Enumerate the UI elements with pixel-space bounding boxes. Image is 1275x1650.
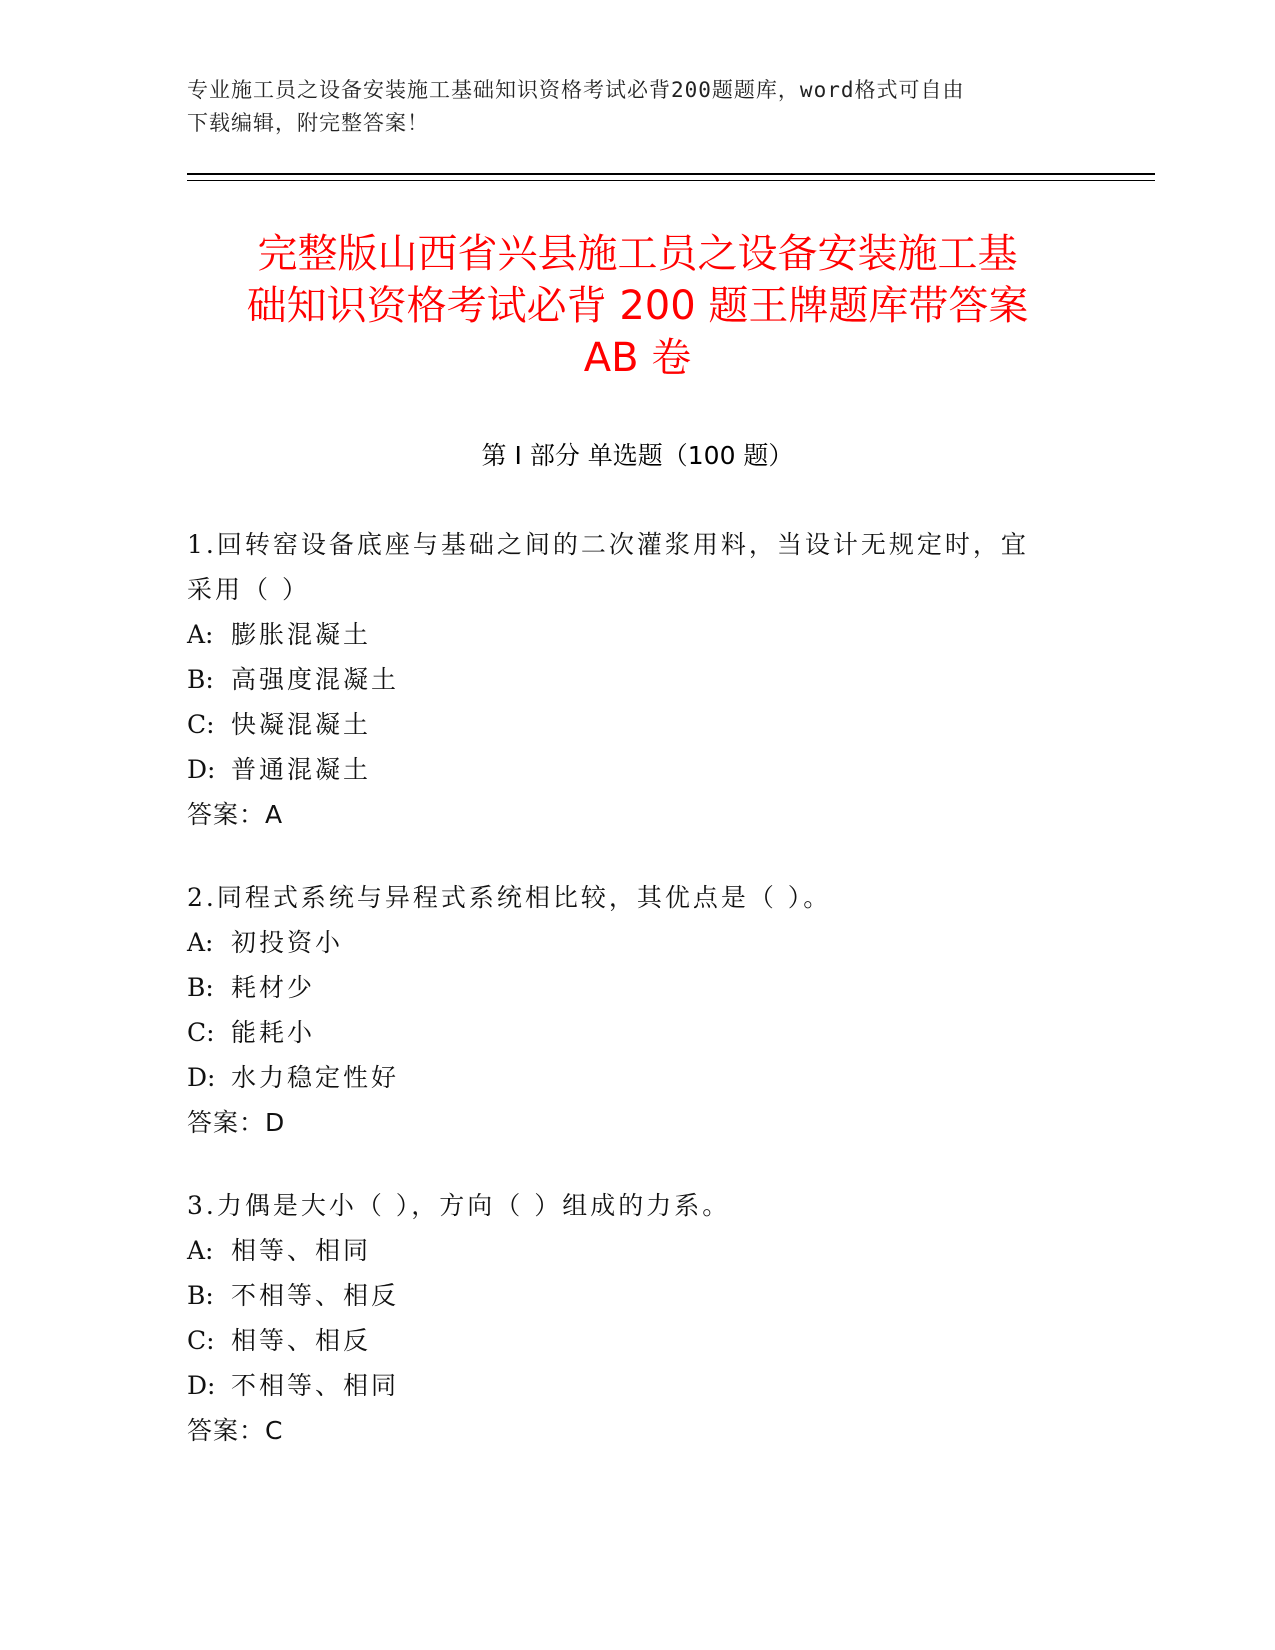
option-b: [187, 1273, 1087, 1318]
option-key: C:: [187, 710, 215, 739]
question-stem: 1.回转窑设备底座与基础之间的二次灌浆用料，当设计无规定时，宜: [187, 530, 1029, 559]
option-text: 快凝混凝土: [231, 710, 372, 739]
option-d: [187, 1363, 1087, 1408]
answer: 答案：A: [187, 800, 284, 829]
option-text: 不相等、相同: [231, 1371, 400, 1400]
answer: 答案：C: [187, 1416, 284, 1445]
answer: 答案：D: [187, 1108, 286, 1137]
question-stem: 3.力偶是大小（ ），方向（ ）组成的力系。: [187, 1191, 731, 1220]
option-d: [187, 747, 1087, 792]
option-text: 能耗小: [231, 1018, 316, 1047]
title-line-3: AB 卷: [583, 335, 692, 381]
option-text: 相等、相同: [231, 1236, 372, 1265]
option-b: [187, 657, 1087, 702]
option-key: C:: [187, 1018, 215, 1047]
header-rule-thick: [187, 173, 1155, 175]
question-list: [187, 522, 1087, 1491]
option-key: D:: [187, 755, 216, 784]
option-text: 不相等、相反: [231, 1281, 400, 1310]
option-c: [187, 1010, 1087, 1055]
option-text: 水力稳定性好: [231, 1063, 400, 1092]
question-1: [187, 522, 1087, 837]
intro-line-1: 专业施工员之设备安装施工基础知识资格考试必背200题题库，word格式可自由: [187, 78, 965, 102]
question-2: [187, 875, 1087, 1145]
option-c: [187, 702, 1087, 747]
option-text: 初投资小: [231, 928, 344, 957]
option-key: A:: [187, 620, 214, 649]
question-stem-continued: 采用（ ）: [187, 575, 310, 604]
header-rule-thin: [187, 180, 1155, 181]
intro-line-2: 下载编辑，附完整答案！: [187, 111, 429, 135]
question-stem: 2.同程式系统与异程式系统相比较，其优点是（ ）。: [187, 883, 832, 912]
title-line-2: 础知识资格考试必背 200 题王牌题库带答案: [246, 283, 1029, 329]
option-c: [187, 1318, 1087, 1363]
option-a: [187, 1228, 1087, 1273]
option-key: A:: [187, 1236, 214, 1265]
option-key: D:: [187, 1063, 216, 1092]
intro-text: [187, 74, 1087, 140]
title-line-1: 完整版山西省兴县施工员之设备安装施工基: [257, 231, 1018, 277]
option-d: [187, 1055, 1087, 1100]
option-b: [187, 965, 1087, 1010]
section-heading: 第 I 部分 单选题（100 题）: [481, 441, 794, 470]
option-a: [187, 612, 1087, 657]
option-text: 膨胀混凝土: [231, 620, 372, 649]
option-key: D:: [187, 1371, 216, 1400]
option-a: [187, 920, 1087, 965]
option-key: B:: [187, 1281, 214, 1310]
option-text: 高强度混凝土: [231, 665, 400, 694]
document-title: [170, 228, 1105, 384]
option-text: 普通混凝土: [231, 755, 372, 784]
option-key: C:: [187, 1326, 215, 1355]
option-key: B:: [187, 665, 214, 694]
option-key: A:: [187, 928, 214, 957]
option-key: B:: [187, 973, 214, 1002]
option-text: 耗材少: [231, 973, 316, 1002]
question-3: [187, 1183, 1087, 1453]
option-text: 相等、相反: [231, 1326, 372, 1355]
